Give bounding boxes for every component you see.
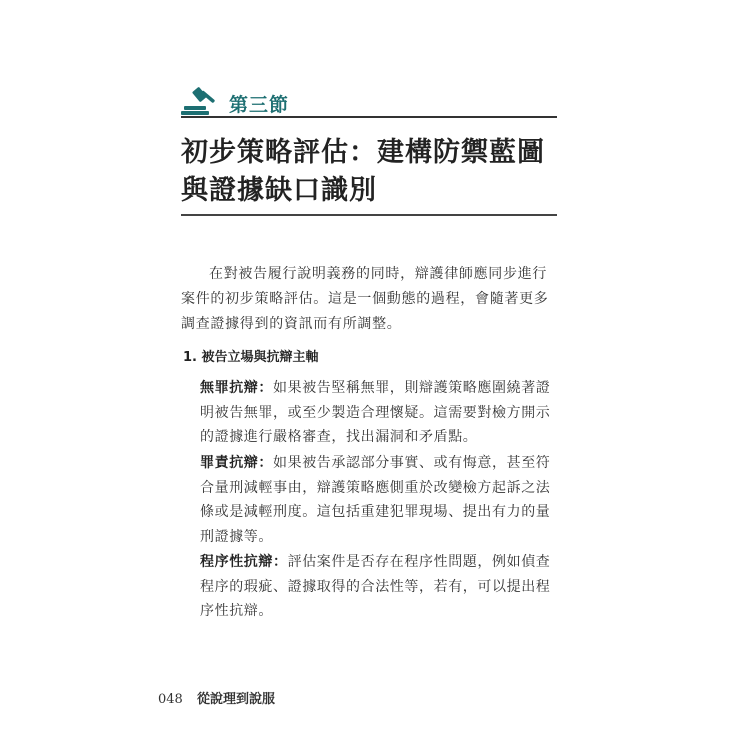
defense-term: 程序性抗辯： xyxy=(200,554,288,570)
title-divider xyxy=(181,214,557,216)
gavel-icon xyxy=(181,86,219,116)
defense-term: 罪責抗辯： xyxy=(200,455,273,471)
section-divider xyxy=(181,116,557,118)
chapter-title: 初步策略評估：建構防禦藍圖與證據缺口識別 xyxy=(181,137,545,206)
defense-text: 如果被告承認部分事實、或有悔意，甚至符合量刑減輕事由，辯護策略應側重於改變檢方起訴之法條或是減輕刑度。這包括重建犯罪現場、提出有力的量刑證據等。 xyxy=(200,455,551,545)
subsection-heading: 1. 被告立場與抗辯主軸 xyxy=(183,350,319,365)
book-title: 從說理到說服 xyxy=(196,692,275,707)
section-header xyxy=(181,86,557,118)
page-footer xyxy=(158,688,275,707)
page-number: 048 xyxy=(158,692,183,707)
section-label: 第三節 xyxy=(229,94,290,116)
defense-text: 如果被告堅稱無罪，則辯護策略應圍繞著證明被告無罪，或至少製造合理懷疑。這需要對檢方開示的證據進行嚴格審查，找出漏洞和矛盾點。 xyxy=(200,380,551,445)
defense-item-innocence xyxy=(200,376,562,450)
intro-paragraph: 在對被告履行說明義務的同時，辯護律師應同步進行案件的初步策略評估。這是一個動態的過程，會隨著更多調查證據得到的資訊而有所調整。 xyxy=(181,266,549,332)
defense-text: 評估案件是否存在程序性問題，例如偵查程序的瑕疵、證據取得的合法性等，若有，可以提出程序性抗辯。 xyxy=(200,554,551,619)
defense-term: 無罪抗辯： xyxy=(200,380,273,396)
defense-item-procedural xyxy=(200,550,562,624)
defense-item-culpability xyxy=(200,451,562,549)
